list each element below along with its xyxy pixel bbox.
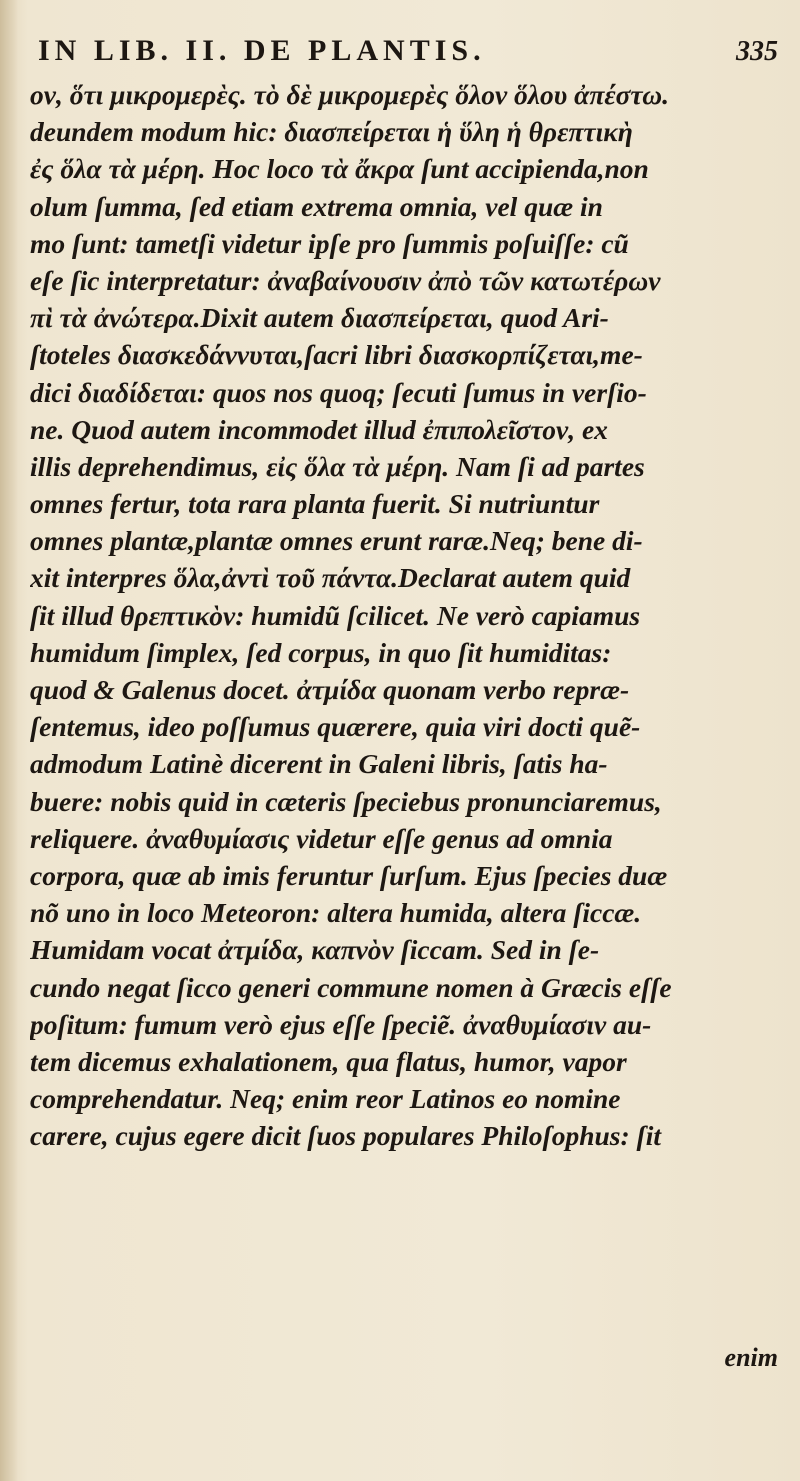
text-line: omnes plantæ,plantæ omnes erunt raræ.Neq; bene di- bbox=[30, 525, 643, 557]
text-line: ſtoteles διασκεδάννυται,ſacri libri διασκορπίζεται,me- bbox=[30, 339, 643, 371]
catchword: enim bbox=[724, 1343, 778, 1372]
text-line: reliquere. ἀναθυμίασις videtur eſſe genus ad omnia bbox=[30, 822, 613, 854]
page-gutter bbox=[0, 0, 18, 1481]
text-line: admodum Latinè dicerent in Galeni libris, ſatis ha- bbox=[30, 748, 608, 780]
text-line: comprehendatur. Neq; enim reor Latinos eo nomine bbox=[30, 1083, 621, 1115]
text-line: ſit illud θρεπτικὸν: humidũ ſcilicet. Ne verò capiamus bbox=[30, 599, 641, 631]
text-line: corpora, quæ ab imis feruntur ſurſum. Ejus ſpecies duæ bbox=[30, 859, 668, 891]
text-line: omnes fertur, tota rara planta fuerit. Si nutriuntur bbox=[30, 488, 600, 520]
page-header bbox=[30, 34, 790, 74]
text-line: nõ uno in loco Meteoron: altera humida, altera ſiccæ. bbox=[30, 897, 642, 929]
text-line: deundem modum hic: διασπείρεται ἡ ὕλη ἡ θρεπτικὴ bbox=[30, 116, 633, 148]
text-line: poſitum: fumum verò ejus eſſe ſpeciẽ. ἀναθυμίασιν au- bbox=[30, 1008, 652, 1040]
text-line: tem dicemus exhalationem, qua flatus, humor, vapor bbox=[30, 1045, 627, 1077]
body-text bbox=[30, 76, 792, 1154]
text-line: Humidam vocat ἀτμίδα, καπνὸν ſiccam. Sed in ſe- bbox=[30, 934, 600, 966]
text-line: xit interpres ὅλα,ἀντὶ τοῦ πάντα.Declarat autem quid bbox=[30, 562, 631, 594]
text-line: ne. Quod autem incommodet illud ἐπιπολεῖστον, ex bbox=[30, 413, 608, 445]
text-line: dici διαδίδεται: quos nos quoq; ſecuti ſumus in verſio- bbox=[30, 376, 647, 408]
text-line: olum ſumma, ſed etiam extrema omnia, vel quæ in bbox=[30, 190, 603, 222]
text-line: ſentemus, ideo poſſumus quærere, quia viri docti quẽ- bbox=[30, 711, 641, 743]
page-number: 335 bbox=[736, 36, 778, 67]
text-line: humidum ſimplex, ſed corpus, in quo ſit humiditas: bbox=[30, 636, 612, 668]
text-line: ἐς ὅλα τὰ μέρη. Hoc loco τὰ ἄκρα ſunt accipienda,non bbox=[30, 153, 649, 185]
text-line: eſe ſic interpretatur: ἀναβαίνουσιν ἀπὸ τῶν κατωτέρων bbox=[30, 264, 661, 296]
text-line: cundo negat ſicco generi commune nomen à Græcis eſſe bbox=[30, 971, 672, 1003]
text-line: quod & Galenus docet. ἀτμίδα quonam verbo repræ- bbox=[30, 674, 630, 705]
text-line: illis deprehendimus, εἰς ὅλα τὰ μέρη. Nam ſi ad partes bbox=[30, 450, 645, 482]
text-line: mo ſunt: tametſi videtur ipſe pro ſummis poſuiſſe: cũ bbox=[30, 227, 629, 259]
text-line: ον, ὅτι μικρομερὲς. τὸ δὲ μικρομερὲς ὅλον ὅλου ἀπέστω. bbox=[30, 79, 670, 110]
text-line: πὶ τὰ ἀνώτερα.Dixit autem διασπείρεται, quod Ari- bbox=[30, 302, 609, 334]
text-line: buere: nobis quid in cæteris ſpeciebus pronunciaremus, bbox=[30, 785, 662, 817]
running-title: IN LIB. II. DE PLANTIS. bbox=[38, 34, 486, 67]
text-line: carere, cujus egere dicit ſuos populares Philoſophus: ſit bbox=[30, 1120, 661, 1152]
